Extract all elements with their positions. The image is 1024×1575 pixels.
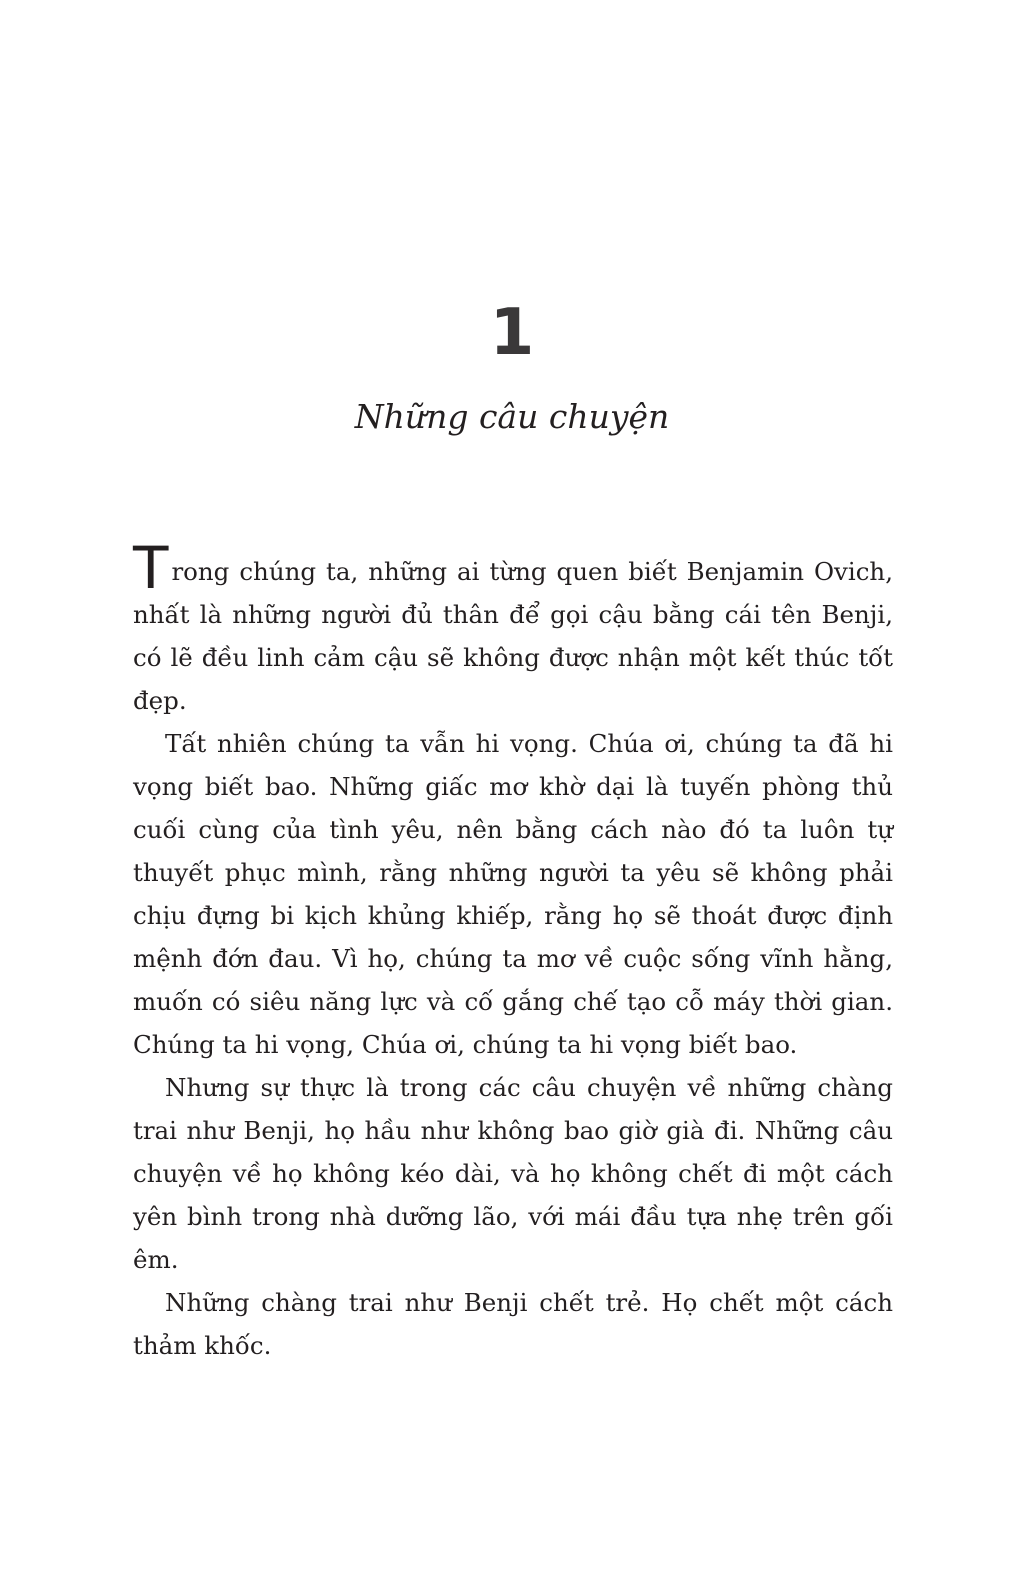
chapter-body [133,534,893,1367]
body-paragraph [133,534,893,722]
body-paragraph: Những chàng trai như Benji chết trẻ. Họ chết một cách thảm khốc. [133,1288,893,1360]
drop-cap: T [133,534,169,602]
body-paragraph: Nhưng sự thực là trong các câu chuyện về những chàng trai như Benji, họ hầu như không bao giờ già đi. Những câu chuyện về họ không kéo dài, và họ không chết đi một cách yên bình trong nhà dưỡng lão, với mái đầu tựa nhẹ trên gối êm. [133,1073,893,1274]
paragraph-text: rong chúng ta, những ai từng quen biết Benjamin Ovich, nhất là những người đủ thân để gọi cậu bằng cái tên Benji, có lẽ đều linh cảm cậu sẽ không được nhận một kết thúc tốt đẹp. [133,557,893,715]
chapter-title: Những câu chuyện [354,397,670,436]
body-paragraph: Tất nhiên chúng ta vẫn hi vọng. Chúa ơi, chúng ta đã hi vọng biết bao. Những giấc mơ khờ dại là tuyến phòng thủ cuối cùng của tình yêu, nên bằng cách nào đó ta luôn tự thuyết phục mình, rằng những người ta yêu sẽ không phải chịu đựng bi kịch khủng khiếp, rằng họ sẽ thoát được định mệnh đớn đau. Vì họ, chúng ta mơ về cuộc sống vĩnh hằng, muốn có siêu năng lực và cố gắng chế tạo cỗ máy thời gian. Chúng ta hi vọng, Chúa ơi, chúng ta hi vọng biết bao. [133,729,893,1059]
chapter-number: 1 [489,296,535,370]
